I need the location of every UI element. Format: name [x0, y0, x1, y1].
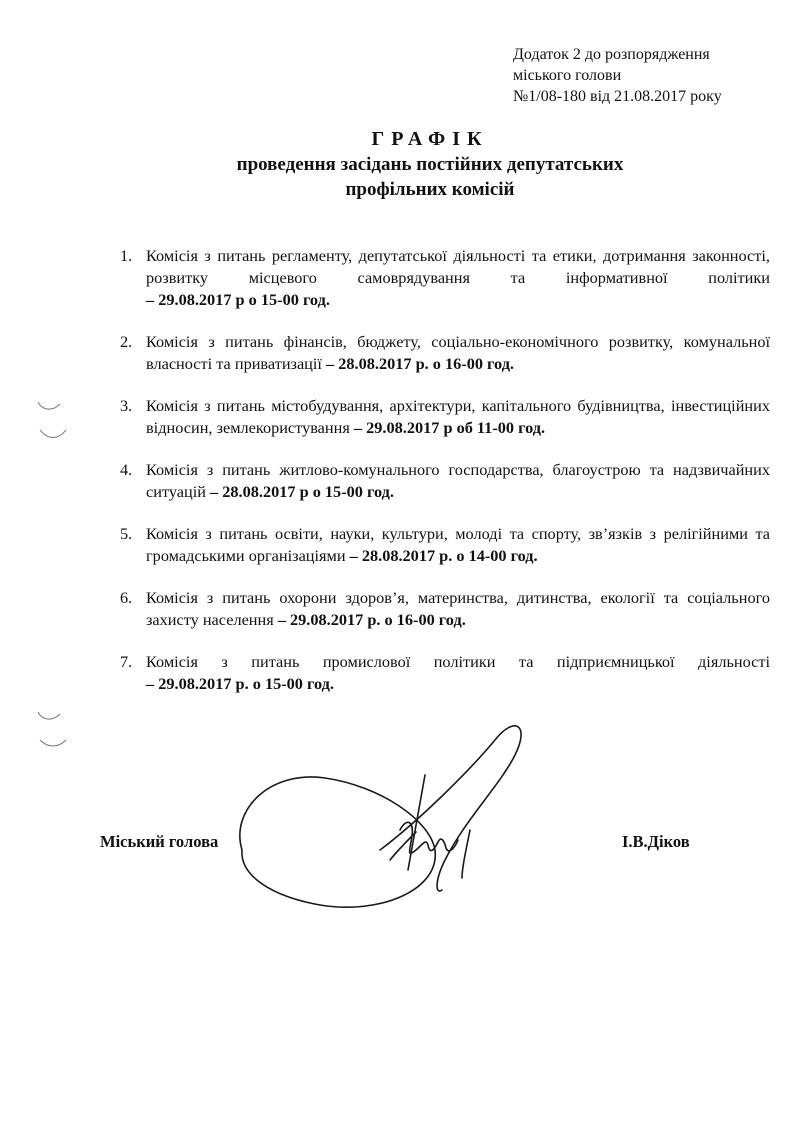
item-number: 2. [120, 332, 133, 351]
list-item [120, 395, 770, 439]
mayor-name: І.В.Діков [622, 832, 690, 851]
binder-marks [30, 390, 80, 750]
signature-image [230, 700, 540, 920]
item-date: – 29.08.2017 р. о 15-00 год. [146, 674, 334, 693]
item-text: Комісія з питань містобудування, архітектури, капітального будівництва, інвестиційних відносин, землекористування [146, 396, 770, 437]
item-date: – 28.08.2017 р. о 16-00 год. [326, 354, 515, 373]
item-number: 7. [120, 652, 133, 671]
item-date: – 29.08.2017 р о 15-00 год. [146, 290, 330, 309]
list-item [120, 459, 770, 503]
list-item [120, 651, 770, 695]
item-number: 5. [120, 524, 133, 543]
subtitle-line-2: профільних комісій [345, 179, 515, 200]
item-text: Комісія з питань промислової політики та підприємницької діяльності [146, 652, 770, 671]
item-number: 1. [120, 246, 133, 265]
item-number: 6. [120, 588, 133, 607]
addendum-line-3: №1/08-180 від 21.08.2017 року [513, 88, 722, 105]
addendum-header [513, 44, 722, 107]
document-title: ГРАФІК [371, 128, 489, 150]
item-text: Комісія з питань охорони здоров’я, материнства, дитинства, екології та соціального захисту населення [146, 588, 770, 629]
item-text: Комісія з питань освіти, науки, культури, молоді та спорту, зв’язків з релігійними та громадськими організаціями [146, 524, 770, 565]
item-number: 4. [120, 460, 133, 479]
subtitle-line-1: проведення засідань постійних депутатських [236, 154, 624, 175]
item-number: 3. [120, 396, 133, 415]
item-text: Комісія з питань регламенту, депутатської діяльності та етики, дотримання законності, розвитку місцевого самоврядування та інформативної політики [146, 246, 770, 287]
document-subtitle [120, 152, 740, 202]
commission-list [120, 245, 770, 715]
mayor-title: Міський голова [100, 832, 219, 851]
list-item [120, 245, 770, 311]
item-date: – 29.08.2017 р об 11-00 год. [353, 418, 546, 437]
list-item [120, 331, 770, 375]
item-date: – 28.08.2017 р о 15-00 год. [210, 482, 394, 501]
item-text: Комісія з питань житлово-комунального господарства, благоустрою та надзвичайних ситуацій [146, 460, 770, 501]
item-date: – 28.08.2017 р. о 14-00 год. [349, 546, 538, 565]
list-item [120, 523, 770, 567]
item-date: – 29.08.2017 р. о 16-00 год. [277, 610, 466, 629]
item-text: Комісія з питань фінансів, бюджету, соціально-економічного розвитку, комунальної власності та приватизації [146, 332, 770, 373]
addendum-line-2: міського голови [513, 67, 622, 84]
list-item [120, 587, 770, 631]
addendum-line-1: Додаток 2 до розпорядження [513, 46, 710, 63]
